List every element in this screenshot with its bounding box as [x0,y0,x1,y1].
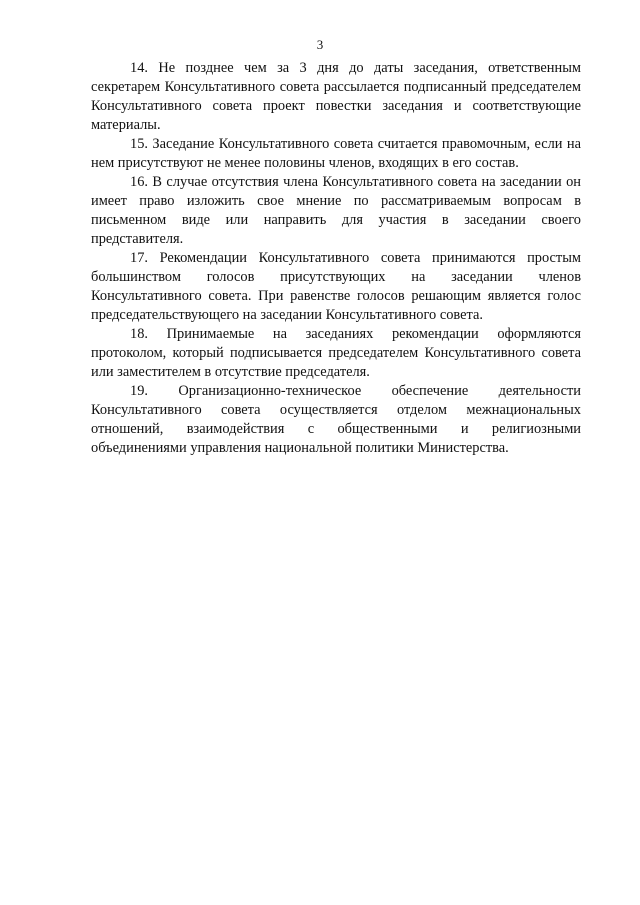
paragraph-19: 19. Организационно-техническое обеспечение деятельности Консультативного совета осуществляется отделом межнациональных отношений, взаимодействия с общественными и религиозными объединениями управления национальной политики Министерства. [91,383,581,456]
paragraph-17: 17. Рекомендации Консультативного совета принимаются простым большинством голосов присутствующих на заседании членов Консультативного совета. При равенстве голосов решающим является голос председательствующего на заседании Консультативного совета. [91,250,581,323]
paragraph-14: 14. Не позднее чем за 3 дня до даты заседания, ответственным секретарем Консультативного совета рассылается подписанный председателем Консультативного совета проект повестки заседания и соответствующие материалы. [91,60,581,133]
paragraph-16: 16. В случае отсутствия члена Консультативного совета на заседании он имеет право изложить свое мнение по рассматриваемым вопросам в письменном виде или направить для участия в заседании своего представителя. [91,174,581,247]
paragraph-15: 15. Заседание Консультативного совета считается правомочным, если на нем присутствуют не менее половины членов, входящих в его состав. [91,136,581,171]
page-number: 3 [316,37,324,52]
document-body [91,59,581,458]
paragraph-18: 18. Принимаемые на заседаниях рекомендации оформляются протоколом, который подписывается председателем Консультативного совета или заместителем в отсутствие председателя. [91,326,581,380]
